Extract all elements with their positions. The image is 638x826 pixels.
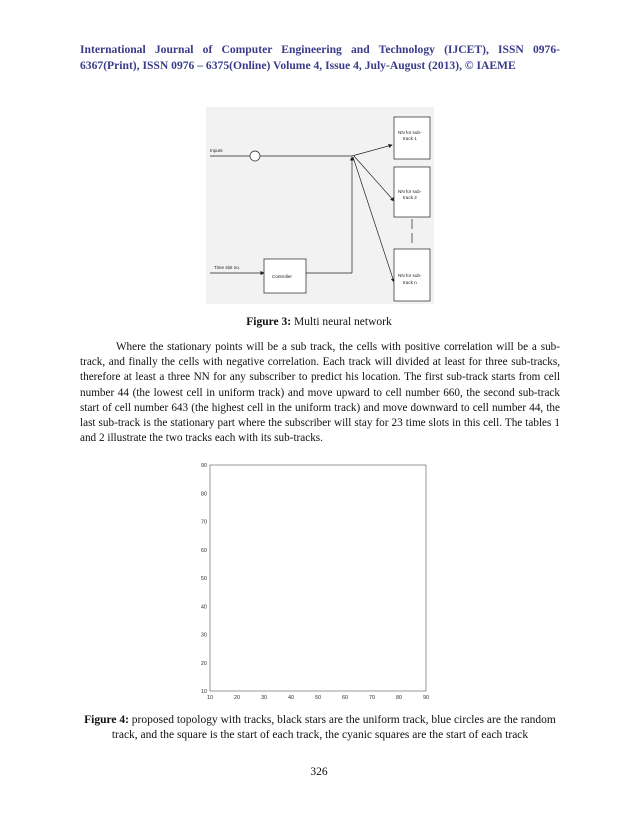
figure-4-caption-text: proposed topology with tracks, black stars are the uniform track, blue circles are the random track, and the square is the start of each track, the cyanic squares are the start of each track: [111, 714, 556, 741]
time-slot-label: Time slot no.: [214, 265, 241, 270]
body-paragraph: Where the stationary points will be a sub track, the cells with positive correlation will be a sub-track, and finally the cells with negative correlation. Each track will divided at least for three sub-tracks, therefore at least a three NN for any subscriber to predict his location. The first sub-track starts from cell number 44 (the lowest cell in uniform track) and move upward to cell number 660, the second sub-track start of cell number 643 (the highest cell in the uniform track) and move downward to cell number 44, the last sub-track is the stationary part where the subscriber will stay for 23 time slots in this cell. The tables 1 and 2 illustrate the two tracks each with its sub-tracks.: [80, 341, 560, 445]
journal-header: International Journal of Computer Engineering and Technology (IJCET), ISSN 0976-6367(Print), ISSN 0976 – 6375(Online) Volume 4, Issue 4, July-August (2013), © IAEME: [80, 43, 560, 72]
figure-3-caption-text: Multi neural network: [291, 316, 392, 328]
input-node: [250, 151, 260, 161]
y-tick-label: 90: [200, 463, 207, 469]
figure-3-caption: [0, 315, 638, 330]
nnn-label-1: NN for sub-: [398, 273, 422, 278]
plot-frame: [210, 465, 426, 691]
x-tick-label: 50: [314, 695, 322, 701]
y-tick-label: 60: [200, 547, 207, 554]
figure-3-diagram: [206, 107, 434, 304]
y-tick-label: 70: [200, 519, 207, 526]
y-tick-label: 20: [200, 660, 207, 667]
x-tick-label: 60: [341, 695, 349, 701]
figure-4-caption: [80, 713, 560, 743]
arrow-to-nn1: [352, 145, 392, 156]
y-tick-label: 30: [200, 632, 207, 639]
y-tick-label: 10: [200, 689, 207, 695]
controller-label: Controller: [272, 274, 292, 279]
x-tick-label: 80: [395, 695, 403, 701]
x-tick-label: 20: [233, 695, 241, 701]
nn2-label-1: NN for sub-: [398, 189, 422, 194]
multi-neural-network-diagram: [206, 107, 434, 304]
x-tick-label: 70: [368, 695, 376, 701]
inputs-label: Inputs: [210, 148, 223, 153]
x-tick-label: 30: [260, 695, 268, 701]
x-tick-label: 10: [206, 695, 214, 701]
figure-4-plot: [188, 457, 448, 702]
page-number: 326: [310, 766, 328, 778]
hex-topology-chart: [188, 457, 448, 701]
y-tick-label: 50: [200, 576, 207, 582]
figure-4-caption-label: Figure 4:: [84, 714, 129, 726]
nnn-label-2: track n: [403, 280, 417, 285]
y-tick-label: 80: [200, 491, 207, 498]
nn2-label-2: track 2: [403, 195, 417, 200]
y-tick-label: 40: [200, 604, 207, 611]
x-tick-label: 40: [287, 695, 295, 701]
figure-3-caption-label: Figure 3:: [246, 316, 292, 328]
x-tick-label: 90: [422, 695, 430, 701]
axes: [201, 463, 429, 701]
arrow-to-nnn: [353, 157, 394, 282]
nn1-label-1: NN for sub-: [398, 130, 422, 135]
nn1-label-2: track 1: [403, 136, 417, 141]
